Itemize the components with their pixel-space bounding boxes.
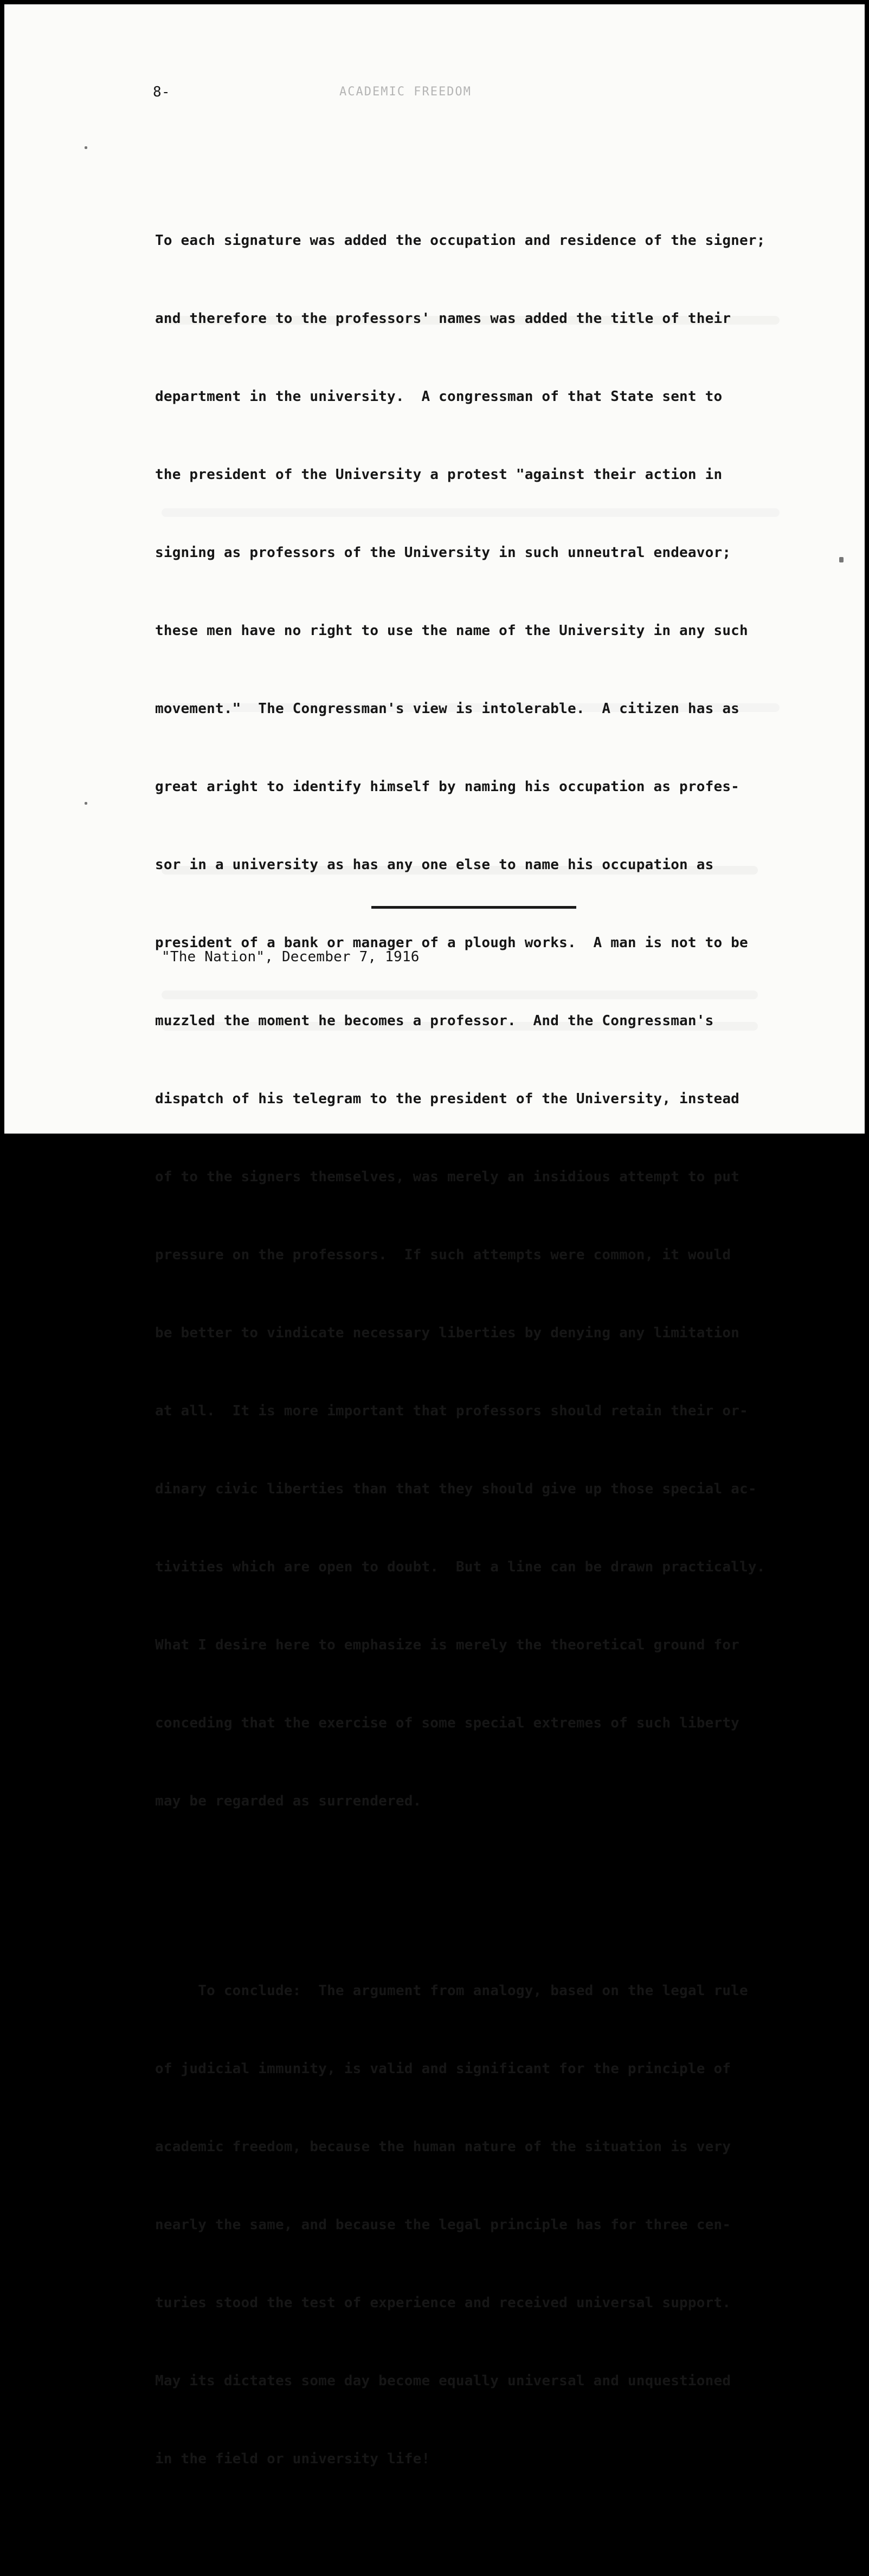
text-line: dispatch of his telegram to the president of the University, instead [155, 1091, 740, 1107]
text-line: sor in a university as has any one else to name his occupation as [155, 857, 714, 873]
text-line: pressure on the professors. If such attempts were common, it would [155, 1247, 731, 1263]
text-line: movement." The Congressman's view is intolerable. A citizen has as [155, 701, 740, 717]
text-line: be better to vindicate necessary liberties by denying any limitation [155, 1325, 740, 1341]
text-line: May its dictates some day become equally universal and unquestioned [155, 2373, 731, 2389]
text-line: in the field or university life! [155, 2451, 430, 2467]
text-line: these men have no right to use the name of the University in any such [155, 623, 748, 639]
running-head: ACADEMIC FREEDOM [339, 85, 472, 99]
page-number: 8- [153, 84, 170, 100]
document-page [4, 4, 865, 2467]
text-line: muzzled the moment he becomes a professor. And the Congressman's [155, 1013, 714, 1029]
scan-speck [85, 146, 87, 149]
text-line: To conclude: The argument from analogy, based on the legal rule [155, 1983, 748, 1999]
text-line: may be regarded as surrendered. [155, 1793, 422, 1809]
text-line: tivities which are open to doubt. But a line can be drawn practically. [155, 1559, 765, 1575]
text-line: signing as professors of the University in such unneutral endeavor; [155, 545, 731, 561]
body-text [155, 124, 765, 2576]
text-line: conceding that the exercise of some special extremes of such liberty [155, 1715, 740, 1731]
text-line: What I desire here to emphasize is merely the theoretical ground for [155, 1637, 740, 1653]
horizontal-rule [371, 906, 576, 909]
scan-speck [839, 557, 844, 562]
text-line: of judicial immunity, is valid and significant for the principle of [155, 2061, 731, 2077]
text-line: the president of the University a protest "against their action in [155, 467, 723, 483]
paragraph [155, 176, 765, 1866]
text-line: great aright to identify himself by naming his occupation as profes- [155, 779, 740, 795]
text-line: dinary civic liberties than that they should give up those special ac- [155, 1481, 757, 1497]
text-line: and therefore to the professors' names was added the title of their [155, 310, 731, 327]
paragraph [155, 1926, 765, 2524]
text-line: academic freedom, because the human nature of the situation is very [155, 2139, 731, 2155]
scan-speck [85, 802, 87, 805]
source-citation: "The Nation", December 7, 1916 [162, 949, 420, 965]
text-line: president of a bank or manager of a plough works. A man is not to be [155, 935, 748, 951]
text-line: To each signature was added the occupation and residence of the signer; [155, 232, 765, 249]
text-line: turies stood the test of experience and received universal support. [155, 2295, 731, 2311]
text-line: nearly the same, and because the legal principle has for three cen- [155, 2217, 731, 2233]
text-line: at all. It is more important that professors should retain their or- [155, 1403, 748, 1419]
text-line: department in the university. A congressman of that State sent to [155, 389, 723, 405]
text-line: of to the signers themselves, was merely an insidious attempt to put [155, 1169, 740, 1185]
